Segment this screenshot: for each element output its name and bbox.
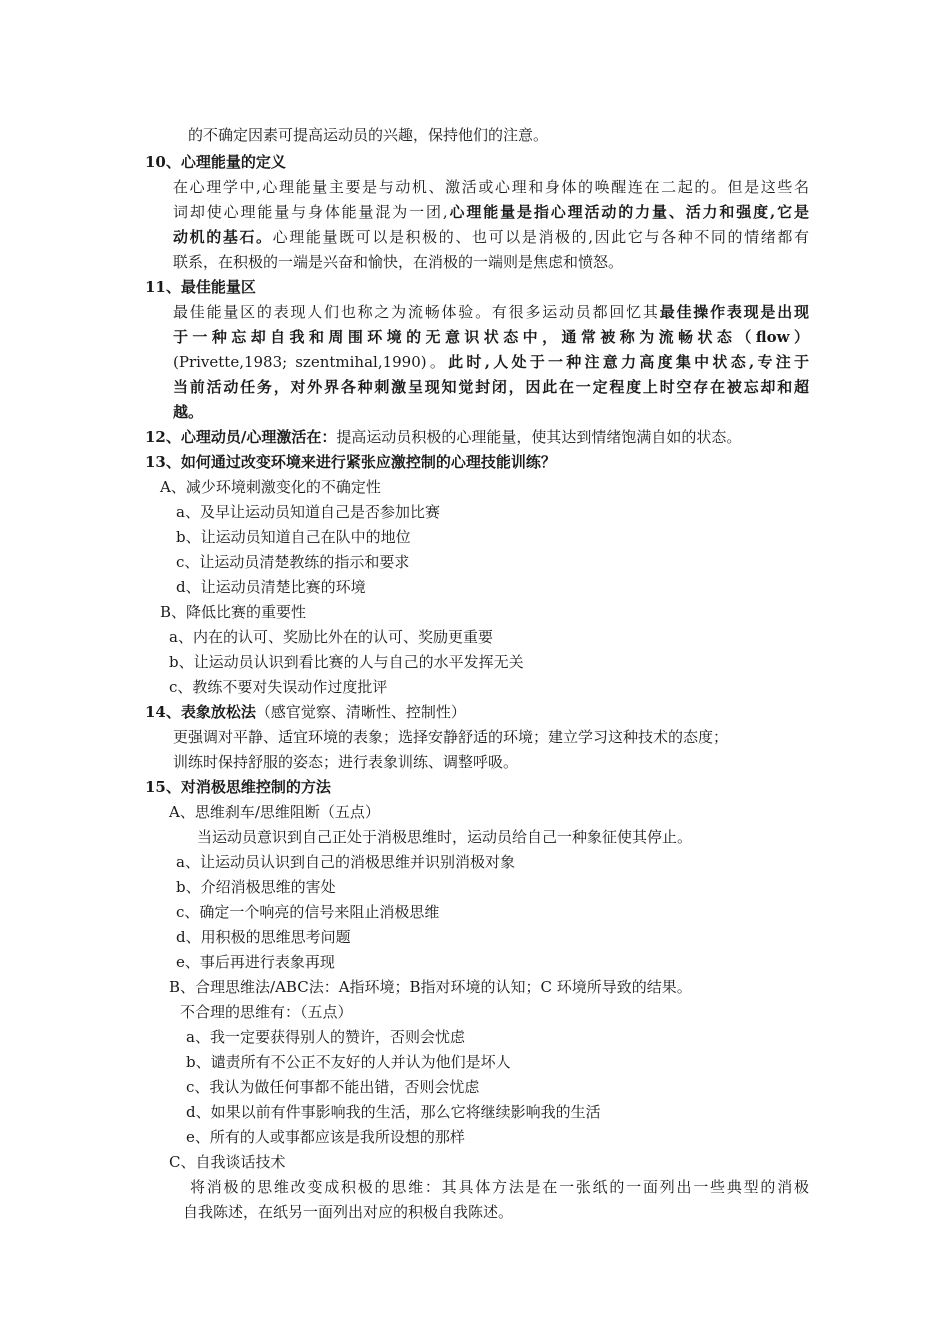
- list-item: b、谴责所有不公正不友好的人并认为他们是坏人: [186, 1053, 511, 1071]
- section-10-line-2-text: 词却使心理能量与身体能量混为一团,: [173, 203, 448, 221]
- list-item: d、让运动员清楚比赛的环境: [176, 578, 366, 596]
- section-11-line-3-bold: 此时,人处于一种注意力高度集中状态,专注于: [448, 353, 809, 371]
- section-13-heading: 13、如何通过改变环境来进行紧张应激控制的心理技能训练？: [145, 453, 556, 471]
- section-10-line-4: 联系，在积极的一端是兴奋和愉快，在消极的一端则是焦虑和愤怒。: [173, 253, 624, 271]
- list-item: d、如果以前有件事影响我的生活，那么它将继续影响我的生活: [186, 1103, 601, 1121]
- section-11-line-3: [173, 352, 809, 372]
- section-11-line-1-text: 最佳能量区的表现人们也称之为流畅体验。有很多运动员都回忆其: [173, 303, 660, 321]
- section-10-definition-bold-end: 动机的基石。: [173, 228, 273, 246]
- section-11-line-1-bold: 最佳操作表现是出现: [659, 303, 809, 321]
- section-15-item-c-line-2: 自我陈述，在纸另一面列出对应的积极自我陈述。: [183, 1203, 514, 1221]
- list-item: d、用积极的思维思考问题: [176, 928, 351, 946]
- section-14-line-2: 训练时保持舒服的姿态；进行表象训练、调整呼吸。: [173, 753, 519, 771]
- section-14-line-1: 更强调对平静、适宜环境的表象；选择安静舒适的环境；建立学习这种技术的态度；: [173, 728, 729, 746]
- list-item: e、所有的人或事都应该是我所设想的那样: [186, 1128, 465, 1146]
- list-item: a、内在的认可、奖励比外在的认可、奖励更重要: [169, 628, 493, 646]
- list-item: b、让运动员知道自己在队中的地位: [176, 528, 411, 546]
- section-15-item-a-title: A、思维刹车/思维阻断（五点）: [169, 803, 380, 821]
- section-12-line: [145, 427, 741, 447]
- section-10-line-1: 在心理学中,心理能量主要是与动机、激活或心理和身体的唤醒连在二起的。但是这些名: [173, 178, 809, 196]
- list-item: c、教练不要对失误动作过度批评: [169, 678, 388, 696]
- section-15-item-a-desc: 当运动员意识到自己正处于消极思维时，运动员给自己一种象征使其停止。: [197, 828, 693, 846]
- list-item: c、我认为做任何事都不能出错，否则会忧虑: [186, 1078, 480, 1096]
- section-11-citation: (Privette,1983; szentmihal,1990)。: [173, 353, 449, 371]
- list-item: a、我一定要获得别人的赞许，否则会忧虑: [186, 1028, 465, 1046]
- list-item: a、让运动员认识到自己的消极思维并识别消极对象: [176, 853, 515, 871]
- section-14-heading: 14、表象放松法: [145, 703, 256, 721]
- section-11-line-2: 于一种忘却自我和周围环境的无意识状态中，通常被称为流畅状态（flow）: [173, 328, 809, 346]
- section-11-line-4: 当前活动任务，对外界各种刺激呈现知觉封闭，因此在一定程度上时空存在被忘却和超: [173, 378, 809, 396]
- section-13-item-a-title: A、减少环境刺激变化的不确定性: [160, 478, 381, 496]
- section-12-text: 提高运动员积极的心理能量，使其达到情绪饱满自如的状态。: [336, 428, 742, 446]
- section-11-heading: 11、最佳能量区: [145, 278, 256, 296]
- section-10-line-3-text: 心理能量既可以是积极的、也可以是消极的,因此它与各种不同的情绪都有: [272, 228, 809, 246]
- section-10-heading: 10、心理能量的定义: [145, 153, 286, 171]
- section-15-item-c-title: C、自我谈话技术: [169, 1153, 286, 1171]
- section-15-item-b-sub: 不合理的思维有：（五点）: [180, 1003, 353, 1021]
- section-10-line-3: [173, 227, 809, 247]
- section-15-item-c-line-1: 将消极的思维改变成积极的思维：其具体方法是在一张纸的一面列出一些典型的消极: [190, 1178, 809, 1196]
- section-14-line: [145, 702, 466, 722]
- list-item: b、让运动员认识到看比赛的人与自己的水平发挥无关: [169, 653, 524, 671]
- list-item: c、让运动员清楚教练的指示和要求: [176, 553, 410, 571]
- list-item: a、及早让运动员知道自己是否参加比赛: [176, 503, 440, 521]
- list-item: b、介绍消极思维的害处: [176, 878, 336, 896]
- section-11-line-5: 越。: [173, 403, 204, 421]
- section-15-item-b-title: B、合理思维法/ABC法：A指环境；B指对环境的认知；C 环境所导致的结果。: [169, 978, 692, 996]
- section-11-line-1: [173, 302, 809, 322]
- list-item: c、确定一个响亮的信号来阻止消极思维: [176, 903, 440, 921]
- section-13-item-b-title: B、降低比赛的重要性: [160, 603, 307, 621]
- continuation-line: 的不确定因素可提高运动员的兴趣，保持他们的注意。: [188, 126, 549, 144]
- section-12-heading: 12、心理动员/心理激活在：: [145, 428, 337, 446]
- section-14-paren: （感官觉察、清晰性、控制性）: [255, 703, 466, 721]
- section-10-line-2: [173, 202, 809, 222]
- list-item: e、事后再进行表象再现: [176, 953, 335, 971]
- section-15-heading: 15、对消极思维控制的方法: [145, 778, 331, 796]
- section-10-definition-bold: 心理能量是指心理活动的力量、活力和强度,它是: [447, 203, 809, 221]
